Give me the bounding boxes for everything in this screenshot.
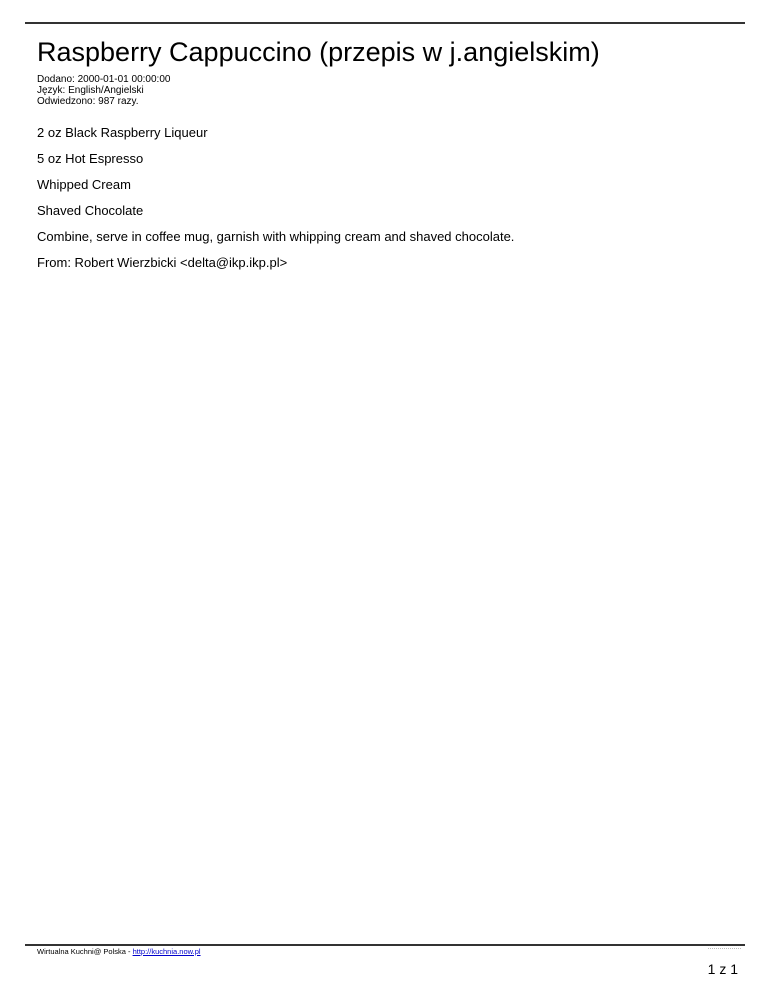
footer (37, 947, 201, 957)
top-rule (25, 22, 745, 24)
ingredient-item: 2 oz Black Raspberry Liqueur (37, 125, 208, 140)
bottom-rule (25, 944, 745, 946)
recipe-instructions: Combine, serve in coffee mug, garnish with whipping cream and shaved chocolate. (37, 229, 515, 244)
recipe-title: Raspberry Cappuccino (przepis w j.angielskim) (37, 37, 600, 67)
ingredient-item: Shaved Chocolate (37, 203, 144, 218)
footer-site-name: Wirtualna Kuchni@ Polska - (37, 947, 133, 956)
recipe-author: From: Robert Wierzbicki <delta@ikp.ikp.pl> (37, 255, 288, 270)
date-added: Dodano: 2000-01-01 00:00:00 (37, 74, 171, 85)
recipe-meta (37, 74, 170, 107)
language: Język: English/Angielski (37, 85, 144, 96)
page-number: 1 z 1 (707, 961, 738, 977)
visit-count: Odwiedzono: 987 razy. (37, 96, 139, 107)
recipe-content (37, 125, 737, 281)
footer-site-link[interactable]: http://kuchnia.now.pl (132, 947, 201, 956)
footer-divider (708, 948, 741, 949)
ingredient-item: Whipped Cream (37, 177, 131, 192)
ingredient-item: 5 oz Hot Espresso (37, 151, 144, 166)
